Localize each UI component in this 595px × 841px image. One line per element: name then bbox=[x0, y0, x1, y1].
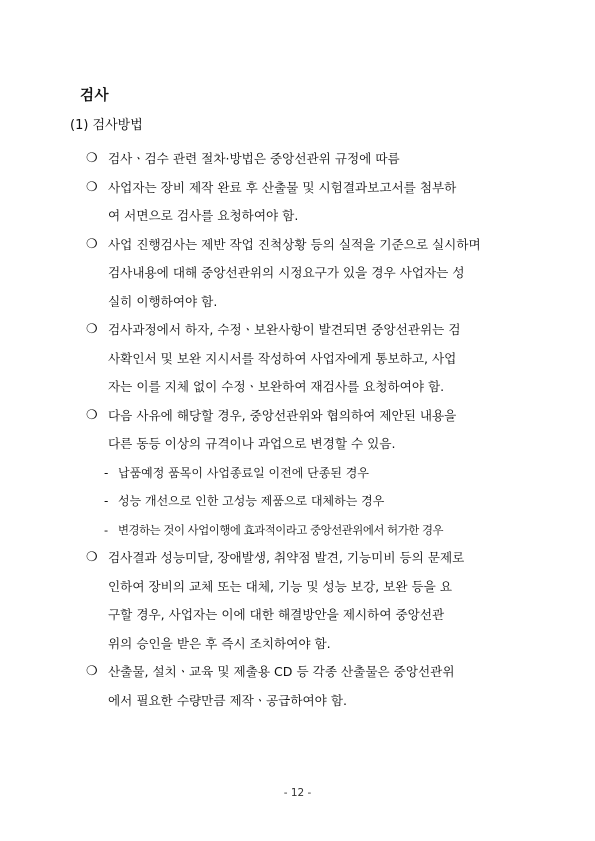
item-line: 사업 진행검사는 제반 작업 진척상황 등의 실적을 기준으로 실시하며 bbox=[108, 236, 481, 252]
sub-item-text: 납품예정 품목이 사업종료일 이전에 단종된 경우 bbox=[118, 465, 369, 480]
item-line: 자는 이를 지체 없이 수정ㆍ보완하여 재검사를 요청하여야 함. bbox=[108, 379, 445, 394]
item-line: 산출물, 설치ㆍ교육 및 제출용 CD 등 각종 산출물은 중앙선관위 bbox=[108, 664, 455, 679]
item-line: 사확인서 및 보완 지시서를 작성하여 사업자에게 통보하고, 사업 bbox=[108, 350, 457, 366]
item-line: 검사과정에서 하자, 수정ㆍ보완사항이 발견되면 중앙선관위는 검 bbox=[108, 322, 461, 337]
item-line: 다음 사유에 해당할 경우, 중앙선관위와 협의하여 제안된 내용을 bbox=[108, 407, 457, 423]
list-item bbox=[86, 658, 556, 715]
circle-bullet-icon: ❍ bbox=[86, 151, 98, 166]
dash-bullet-icon: - bbox=[104, 522, 108, 537]
circle-bullet-icon: ❍ bbox=[86, 322, 98, 337]
section-title: 검사 bbox=[80, 88, 110, 104]
item-line: 사업자는 장비 제작 완료 후 산출물 및 시험결과보고서를 첨부하 bbox=[108, 179, 457, 195]
item-line: 위의 승인을 받은 후 즉시 조치하여야 함. bbox=[108, 635, 331, 651]
circle-bullet-icon: ❍ bbox=[86, 664, 98, 679]
dash-bullet-icon: - bbox=[104, 465, 109, 480]
item-line: 검사내용에 대해 중앙선관위의 시정요구가 있을 경우 사업자는 성 bbox=[108, 265, 465, 280]
list-item bbox=[86, 174, 556, 231]
item-line: 실히 이행하여야 함. bbox=[108, 293, 218, 309]
sub-list-item bbox=[86, 516, 556, 545]
sub-list-item bbox=[86, 459, 556, 488]
circle-bullet-icon: ❍ bbox=[86, 407, 98, 423]
item-line: 여 서면으로 검사를 요청하여야 함. bbox=[108, 208, 299, 223]
page-number: - 12 - bbox=[283, 787, 312, 799]
item-line: 구할 경우, 사업자는 이에 대한 해결방안을 제시하여 중앙선관 bbox=[108, 607, 445, 622]
list-item bbox=[86, 316, 556, 402]
item-line: 검사ㆍ검수 관련 절차·방법은 중앙선관위 규정에 따름 bbox=[108, 151, 400, 166]
sub-item-text: 변경하는 것이 사업이행에 효과적이라고 중앙선관위에서 허가한 경우 bbox=[118, 522, 444, 537]
item-line: 인하여 장비의 교체 또는 대체, 기능 및 성능 보강, 보완 등을 요 bbox=[108, 578, 453, 594]
circle-bullet-icon: ❍ bbox=[86, 236, 98, 252]
list-item bbox=[86, 544, 556, 658]
circle-bullet-icon: ❍ bbox=[86, 179, 98, 195]
circle-bullet-icon: ❍ bbox=[86, 550, 98, 565]
sub-list bbox=[86, 459, 556, 545]
inspection-method-list bbox=[86, 145, 556, 715]
item-line: 검사결과 성능미달, 장애발생, 취약점 발견, 기능미비 등의 문제로 bbox=[108, 550, 465, 565]
list-item bbox=[86, 402, 556, 459]
list-item bbox=[86, 231, 556, 317]
list-item bbox=[86, 145, 556, 174]
item-line: 다른 동등 이상의 규격이나 과업으로 변경할 수 있음. bbox=[108, 436, 396, 451]
sub-list-item bbox=[86, 487, 556, 516]
subsection-title: (1) 검사방법 bbox=[70, 118, 143, 133]
item-line: 에서 필요한 수량만큼 제작ㆍ공급하여야 함. bbox=[108, 692, 347, 708]
dash-bullet-icon: - bbox=[104, 494, 109, 508]
sub-item-text: 성능 개선으로 인한 고성능 제품으로 대체하는 경우 bbox=[118, 494, 385, 508]
